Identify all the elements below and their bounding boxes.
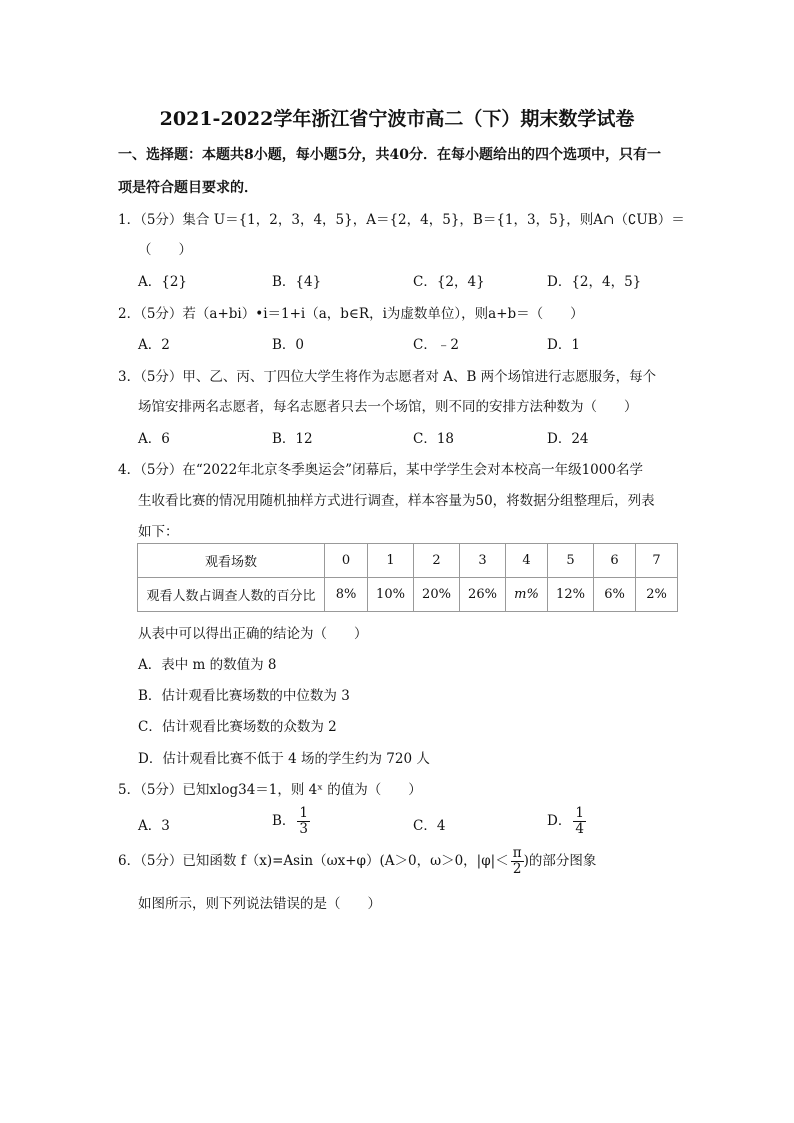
q4-option-c: C．估计观看比赛场数的众数为 2 — [138, 719, 337, 735]
q3-option-c: C．18 — [413, 431, 455, 447]
fraction-numerator: 1 — [575, 805, 584, 821]
table-cell: 4 — [506, 544, 548, 578]
table-cell: 6% — [594, 578, 636, 612]
q6-stem-line-1 — [118, 846, 596, 877]
q2-option-b: B．0 — [272, 337, 305, 353]
table-cell: m% — [506, 578, 548, 612]
q2-stem: 2．（5分）若（a+bi）•i＝1+i（a，b∈R，i为虚数单位），则a+b＝（ ） — [118, 306, 584, 322]
q6-stem-pre: 6．（5分）已知函数 f（x)=Asin（ωx+φ）(A＞0，ω＞0，|φ|＜ — [118, 853, 509, 869]
fraction-denominator: 4 — [575, 821, 584, 837]
table-cell: 10% — [368, 578, 414, 612]
table-cell: 26% — [460, 578, 506, 612]
table-cell: 3 — [460, 544, 506, 578]
q1-stem-line-2: （ ） — [138, 242, 192, 258]
q1-option-d: D．{2，4，5} — [547, 274, 642, 290]
q5-option-c: C．4 — [413, 818, 446, 834]
q1-option-b: B．{4} — [272, 274, 322, 290]
q2-option-c: C．﹣2 — [413, 337, 459, 353]
q3-option-a: A．6 — [138, 431, 170, 447]
q1-option-a: A．{2} — [138, 274, 188, 290]
table-cell: 1 — [368, 544, 414, 578]
fraction-denominator: 3 — [299, 821, 309, 837]
q3-options — [138, 427, 658, 447]
q1-stem-line-1: 1．（5分）集合 U＝{1，2，3，4，5}，A＝{2，4，5}，B＝{1，3，5}，则A∩（∁UB）＝ — [118, 212, 685, 228]
q6-stem-post: )的部分图象 — [523, 853, 597, 869]
q5-option-d — [547, 806, 586, 837]
q4-stem-line-2: 生收看比赛的情况用随机抽样方式进行调查，样本容量为50，将数据分组整理后，列表 — [138, 493, 655, 509]
table-cell: 20% — [414, 578, 460, 612]
table-cell: 7 — [636, 544, 678, 578]
q4-option-d: D．估计观看比赛不低于 4 场的学生约为 720 人 — [138, 751, 430, 767]
section-heading-line-2: 项是符合题目要求的． — [118, 180, 258, 196]
table-cell: 12% — [548, 578, 594, 612]
q3-stem-line-2: 场馆安排两名志愿者，每名志愿者只去一个场馆，则不同的安排方法种数为（ ） — [138, 399, 638, 415]
fraction-numerator: π — [512, 845, 522, 861]
q2-option-a: A．2 — [138, 337, 170, 353]
table-cell: 6 — [594, 544, 636, 578]
q6-pi-over-2-fraction — [511, 846, 524, 877]
table-cell: 2 — [414, 544, 460, 578]
viewing-stats-table — [137, 543, 678, 612]
fraction-denominator: 2 — [512, 861, 522, 877]
q5-option-b-fraction — [297, 806, 310, 837]
table-cell: 观看场数 — [138, 544, 325, 578]
q4-stem-line-1: 4．（5分）在“2022年北京冬季奥运会”闭幕后，某中学学生会对本校高一年级1000名学 — [118, 462, 643, 478]
table-cell: 观看人数占调查人数的百分比 — [138, 578, 325, 612]
q5-option-d-label: D． — [547, 813, 572, 829]
table-cell: 8% — [325, 578, 368, 612]
q4-question: 从表中可以得出正确的结论为（ ） — [138, 626, 368, 642]
q5-stem: 5．（5分）已知xlog34＝1，则 4ˣ 的值为（ ） — [118, 782, 422, 798]
fraction-numerator: 1 — [299, 805, 309, 821]
q5-option-b — [272, 806, 310, 837]
table-cell: 2% — [636, 578, 678, 612]
table-header-row — [138, 544, 678, 578]
table-cell: 0 — [325, 544, 368, 578]
q1-options — [138, 270, 658, 290]
q3-stem-line-1: 3．（5分）甲、乙、丙、丁四位大学生将作为志愿者对 A、B 两个场馆进行志愿服务，每个 — [118, 369, 657, 385]
q5-options — [138, 806, 658, 842]
q4-stem-line-3: 如下： — [138, 524, 179, 540]
table-row — [138, 578, 678, 612]
q1-option-c: C．{2，4} — [413, 274, 485, 290]
q4-option-b: B．估计观看比赛场数的中位数为 3 — [138, 688, 350, 704]
table-cell: 5 — [548, 544, 594, 578]
q4-option-a: A．表中 m 的数值为 8 — [138, 657, 277, 673]
page-title: 2021-2022学年浙江省宁波市高二（下）期末数学试卷 — [159, 108, 635, 130]
q5-option-b-label: B． — [272, 813, 296, 829]
q6-stem-line-2: 如图所示，则下列说法错误的是（ ） — [138, 896, 381, 912]
q5-option-a: A．3 — [138, 818, 170, 834]
section-heading-line-1: 一、选择题：本题共8小题，每小题5分，共40分．在每小题给出的四个选项中，只有一 — [118, 147, 661, 163]
q2-option-d: D．1 — [547, 337, 580, 353]
q5-option-d-fraction — [573, 806, 586, 837]
q2-options — [138, 333, 658, 353]
q3-option-d: D．24 — [547, 431, 589, 447]
q3-option-b: B．12 — [272, 431, 313, 447]
